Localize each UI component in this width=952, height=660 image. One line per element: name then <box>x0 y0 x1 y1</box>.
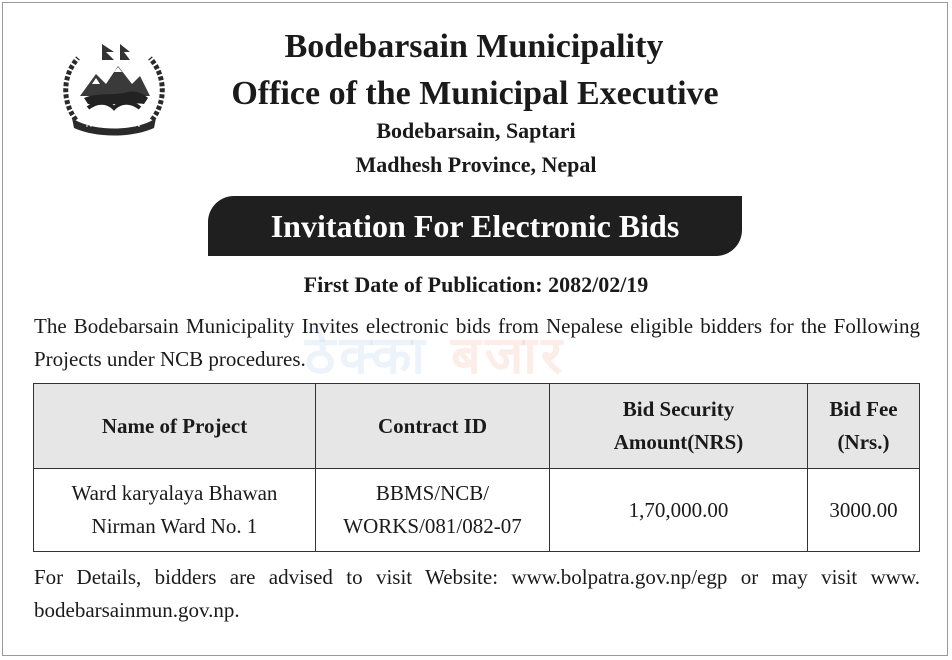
header-bid-security: Bid Security Amount(NRS) <box>550 384 808 469</box>
header-contract-id: Contract ID <box>316 384 550 469</box>
header-project: Name of Project <box>34 384 316 469</box>
notice-title: Invitation For Electronic Bids <box>270 207 680 244</box>
bid-table <box>33 383 920 552</box>
table-row <box>34 469 920 552</box>
cell-project: Ward karyalaya Bhawan Nirman Ward No. 1 <box>34 469 316 552</box>
cell-bid-fee: 3000.00 <box>808 469 920 552</box>
municipality-name: Bodebarsain Municipality <box>284 28 664 65</box>
office-province: Madhesh Province, Nepal <box>355 152 597 177</box>
header-bid-fee: Bid Fee (Nrs.) <box>808 384 920 469</box>
intro-paragraph: The Bodebarsain Municipality Invites electronic bids from Nepalese eligible bidders for the Following Projects under NCB procedures. <box>34 314 920 371</box>
details-paragraph: For Details, bidders are advised to visit Website: www.bolpatra.gov.np/egp or may visit www. bodebarsainmun.gov.np. <box>34 565 920 622</box>
watermark-part-2: बजार <box>451 326 567 386</box>
cell-contract-id: BBMS/NCB/ WORKS/081/082-07 <box>316 469 550 552</box>
office-address: Bodebarsain, Saptari <box>376 118 576 143</box>
notice-title-banner <box>208 196 742 256</box>
office-name: Office of the Municipal Executive <box>231 75 719 112</box>
watermark-part-1: ठेक्का <box>305 326 429 386</box>
table-header-row <box>34 384 920 469</box>
cell-bid-security: 1,70,000.00 <box>550 469 808 552</box>
publication-date: First Date of Publication: 2082/02/19 <box>303 272 649 297</box>
